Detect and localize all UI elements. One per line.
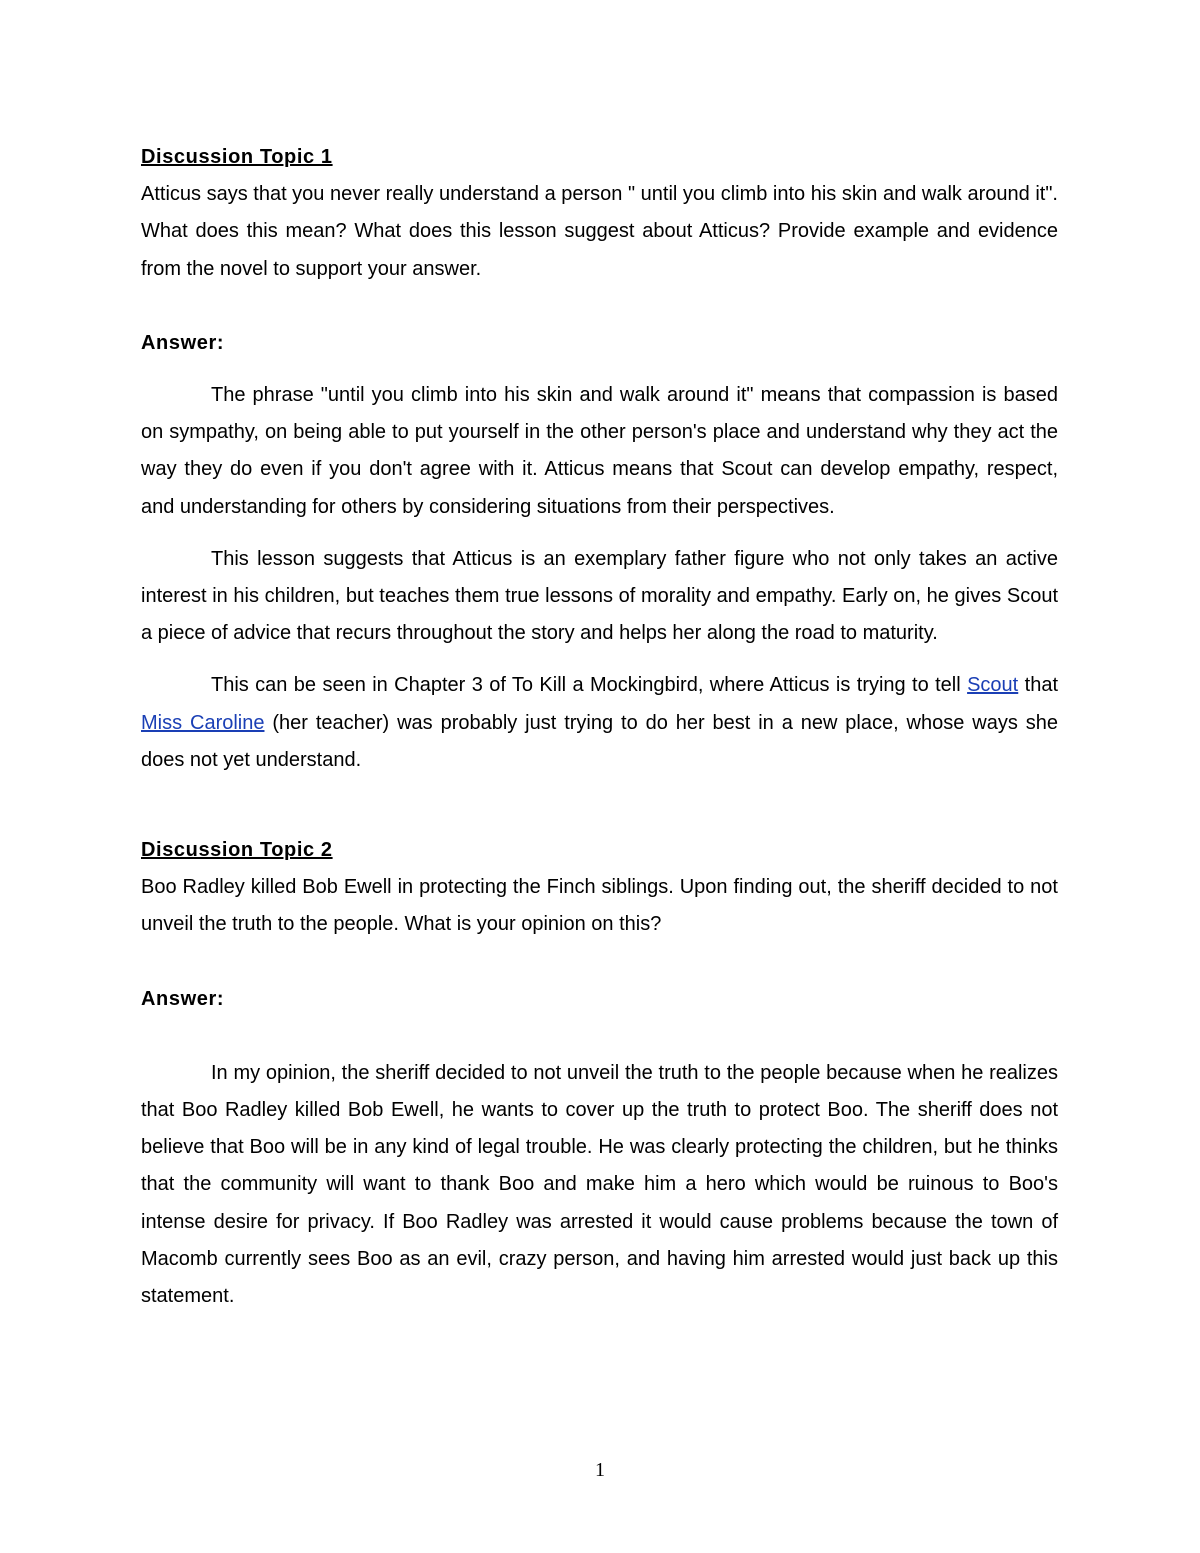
topic-1-answer-label: Answer: bbox=[141, 331, 225, 354]
topic-2-question: Boo Radley killed Bob Ewell in protecting the Finch siblings. Upon finding out, the sheriff decided to not unveil the truth to the people. What is your opinion on this? bbox=[141, 876, 1058, 936]
document-body bbox=[141, 139, 1058, 1315]
paragraph-3-text-3: (her teacher) was probably just trying to do her best in a new place, whose ways she does not yet understand. bbox=[141, 711, 1058, 771]
paragraph-3-text-2: that bbox=[1018, 674, 1058, 697]
topic-2-answer-label: Answer: bbox=[141, 987, 225, 1010]
paragraph-3-text-1: This can be seen in Chapter 3 of To Kill a Mockingbird, where Atticus is trying to tell bbox=[211, 674, 968, 697]
topic-1-heading: Discussion Topic 1 bbox=[141, 146, 333, 168]
scout-link[interactable]: Scout bbox=[967, 674, 1019, 697]
topic-2-heading: Discussion Topic 2 bbox=[141, 839, 333, 862]
topic-1-answer-paragraph-3 bbox=[141, 667, 1058, 779]
miss-caroline-link[interactable]: Miss Caroline bbox=[141, 711, 265, 734]
topic-1-question: Atticus says that you never really understand a person " until you climb into his skin and walk around it". What does this mean? What does this lesson suggest about Atticus? Provide example and evidence from the novel to support your answer. bbox=[141, 183, 1058, 280]
topic-2-answer-paragraph-1: In my opinion, the sheriff decided to not unveil the truth to the people because when he realizes that Boo Radley killed Bob Ewell, he wants to cover up the truth to protect Boo. The sheriff does not believe that Boo will be in any kind of legal trouble. He was clearly protecting the children, but he thinks that the community will want to thank Boo and make him a hero which would be ruinous to Boo's intense desire for privacy. If Boo Radley was arrested it would cause problems because the town of Macomb currently sees Boo as an evil, crazy person, and having him arrested would just back up this statement. bbox=[141, 1061, 1058, 1308]
page-number: 1 bbox=[595, 1459, 605, 1481]
topic-1-answer-paragraph-1: The phrase "until you climb into his skin and walk around it" means that compassion is based on sympathy, on being able to put yourself in the other person's place and understand why they act the way they do even if you don't agree with it. Atticus means that Scout can develop empathy, respect, and understanding for others by considering situations from their perspectives. bbox=[141, 384, 1058, 518]
topic-1-answer-paragraph-2: This lesson suggests that Atticus is an exemplary father figure who not only takes an active interest in his children, but teaches them true lessons of morality and empathy. Early on, he gives Scout a piece of advice that recurs throughout the story and helps her along the road to maturity. bbox=[141, 547, 1058, 645]
